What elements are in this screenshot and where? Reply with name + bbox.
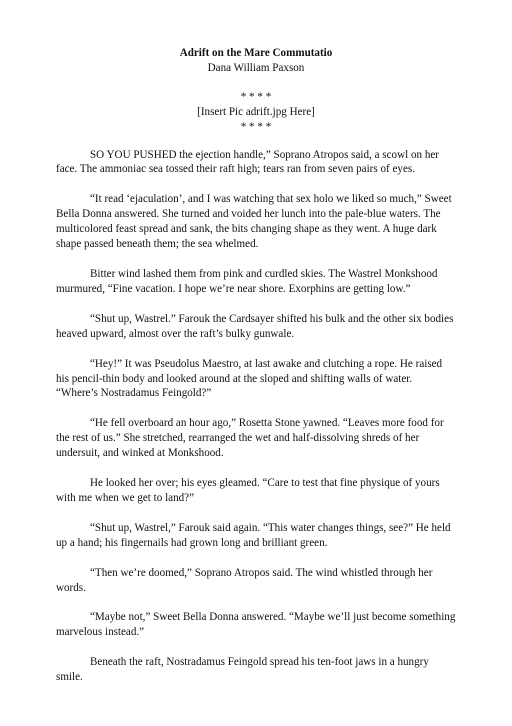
- paragraph-2: “It read ‘ejaculation’, and I was watching that sex holo we liked so much,” Sweet Bella Donna answered. She turned and voided her lunch into the pale-blue waters. The multicolored feast spread and sank, the bits changing shape as they went. A huge dark shape passed beneath them; the sea whelmed.: [56, 193, 452, 251]
- paragraph-8: “Shut up, Wastrel,” Farouk said again. “This water changes things, see?” He held up a hand; his fingernails had grown long and brilliant green.: [56, 521, 451, 549]
- paragraph-5: “Hey!” It was Pseudolus Maestro, at last awake and clutching a rope. He raised his pencil-thin body and looked around at the sloped and shifting walls of water. “Where’s Nostradamus Feingold?”: [56, 357, 443, 400]
- paragraph-1: SO YOU PUSHED the ejection handle,” Soprano Atropos said, a scowl on her face. The ammoniac sea tossed their raft high; tears ran from seven pairs of eyes.: [56, 148, 439, 176]
- separator-bottom: * * * *: [240, 120, 272, 133]
- paragraph-11: Beneath the raft, Nostradamus Feingold spread his ten-foot jaws in a hungry smile.: [56, 656, 429, 684]
- separator-top: * * * *: [240, 90, 272, 103]
- document-title: Adrift on the Mare Commutatio: [179, 47, 333, 59]
- image-placeholder: [Insert Pic adrift.jpg Here]: [197, 105, 315, 118]
- paragraph-7: He looked her over; his eyes gleamed. “Care to test that fine physique of yours with me when we get to land?”: [56, 477, 440, 504]
- paragraph-4: “Shut up, Wastrel.” Farouk the Cardsayer shifted his bulk and the other six bodies heaved upward, almost over the raft’s bulky gunwale.: [56, 312, 454, 340]
- paragraph-3: Bitter wind lashed them from pink and curdled skies. The Wastrel Monkshood murmured, “Fine vacation. I hope we’re near shore. Exorphins are getting low.”: [56, 267, 438, 295]
- paragraph-6: “He fell overboard an hour ago,” Rosetta Stone yawned. “Leaves more food for the rest of us.” She stretched, rearranged the wet and half-dissolving shreds of her undersuit, and winked at Monkshood.: [56, 417, 444, 460]
- paragraph-9: “Then we’re doomed,” Soprano Atropos said. The wind whistled through her words.: [56, 566, 433, 594]
- document-author: Dana William Paxson: [207, 61, 305, 74]
- paragraph-10: “Maybe not,” Sweet Bella Donna answered. “Maybe we’ll just become something marvelous instead.”: [56, 611, 456, 639]
